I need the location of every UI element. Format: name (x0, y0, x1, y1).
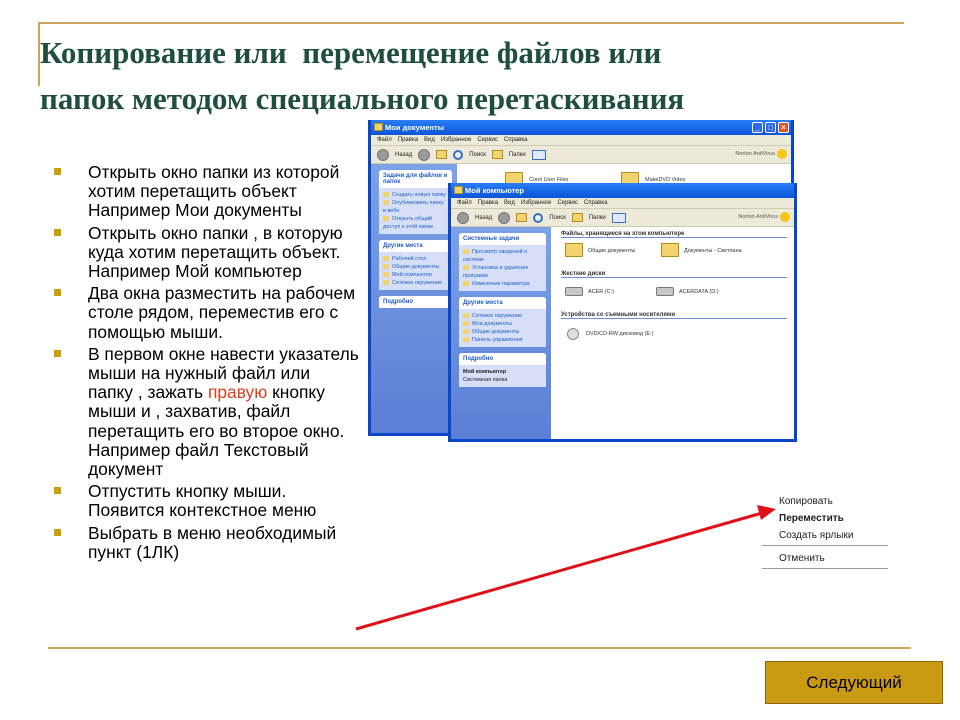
menu-file[interactable]: Файл (457, 200, 472, 206)
place-icon (383, 272, 389, 277)
menu-favorites[interactable]: Избранное (440, 137, 472, 143)
tasks-panel (379, 170, 452, 234)
task-icon (383, 216, 389, 221)
section-header: Файлы, хранящиеся на этом компьютере (561, 231, 787, 238)
back-label[interactable]: Назад (395, 151, 413, 158)
folders-icon[interactable] (492, 150, 503, 159)
place-icon (463, 329, 469, 334)
instruction-text-post: кнопку мыши и , захватив, файл перетащить его во второе окно. Например файл Текстовый документ (88, 382, 345, 480)
back-label[interactable]: Назад (475, 214, 493, 221)
menu-item-create-shortcut[interactable]: Создать ярлыки (779, 530, 854, 541)
slide-title-line-2: папок методом специального перетаскивания (40, 81, 685, 116)
place-link[interactable]: Мои документы (463, 320, 542, 328)
section-header: Жесткие диски (561, 271, 787, 278)
folder-icon (374, 123, 383, 131)
details-name: Мой компьютер (463, 369, 507, 375)
forward-arrow-icon[interactable] (498, 212, 510, 224)
slide-title-line-1: Копирование или перемещение файлов или (40, 35, 662, 70)
place-icon (463, 313, 469, 318)
place-link[interactable]: Рабочий стол (383, 255, 448, 263)
menu-item-move[interactable]: Переместить (779, 513, 844, 524)
instruction-text: Выбрать в меню необходимый пункт (1ЛК) (88, 522, 337, 562)
folder-up-icon[interactable] (436, 150, 447, 159)
task-link[interactable]: Установка и удаление программ (463, 265, 529, 279)
panel-title[interactable]: Подробно (459, 353, 546, 365)
folder-up-icon[interactable] (516, 213, 527, 222)
window-title: Мой компьютер (465, 186, 524, 195)
search-label[interactable]: Поиск (549, 214, 566, 221)
instruction-text: Отпустить кнопку мыши. Появится контекстное меню (88, 481, 317, 521)
folder-label: Документы - Светлана (684, 248, 742, 254)
task-link[interactable]: Изменение параметра (463, 280, 542, 288)
my-computer-window[interactable] (448, 183, 797, 442)
menu-item-copy[interactable]: Копировать (779, 496, 833, 507)
toolbar (451, 209, 794, 227)
section-header: Устройства со съемными носителями (561, 312, 787, 319)
menu-tools[interactable]: Сервис (477, 137, 498, 143)
next-button[interactable]: Следующий (765, 661, 943, 704)
instruction-text: Открыть окно папки из которой хотим перетащить объект Например Мои документы (88, 162, 340, 221)
hard-drive-icon[interactable] (656, 287, 674, 296)
system-tasks-panel (459, 233, 546, 291)
norton-label[interactable]: Norton AntiVirus (735, 151, 775, 157)
task-link[interactable]: Создать новую папку (383, 191, 448, 199)
task-icon (463, 281, 469, 286)
details-panel (379, 296, 452, 308)
task-icon (463, 265, 469, 270)
panel-title[interactable]: Другие места (379, 240, 452, 252)
slide-title (40, 30, 910, 122)
forward-arrow-icon[interactable] (418, 149, 430, 161)
context-menu (762, 493, 888, 573)
hard-drive-icon[interactable] (565, 287, 583, 296)
panel-title[interactable]: Подробно (379, 296, 452, 308)
instruction-text-pre: В первом окне навести указатель мыши на нужный файл или папку , зажать (88, 343, 359, 403)
panel-title[interactable]: Задачи для файлов и папок (379, 170, 452, 188)
menu-edit[interactable]: Правка (477, 200, 499, 206)
place-link[interactable]: Сетевое окружение (463, 312, 542, 320)
bullet-icon (54, 229, 61, 236)
place-link[interactable]: Общие документы (463, 328, 542, 336)
place-link[interactable]: Общие документы (383, 263, 448, 271)
minimize-button[interactable]: _ (752, 122, 763, 133)
bullet-icon (54, 487, 61, 494)
view-icon[interactable] (612, 213, 626, 223)
menu-view[interactable]: Вид (424, 137, 435, 143)
place-link[interactable]: Панель управления (463, 336, 542, 344)
my-computer-titlebar[interactable] (451, 183, 794, 198)
task-sidebar (451, 227, 551, 439)
view-icon[interactable] (532, 150, 546, 160)
places-panel (459, 297, 546, 347)
folders-label[interactable]: Папки (588, 214, 606, 221)
cd-drive-icon[interactable] (567, 328, 579, 340)
task-link[interactable]: Просмотр сведений о системе (463, 249, 528, 263)
arrow-line (356, 513, 762, 629)
details-desc: Системная папка (463, 377, 508, 383)
folder-icon[interactable] (565, 243, 583, 257)
bullet-icon (54, 289, 61, 296)
bullet-icon (54, 529, 61, 536)
menu-favorites[interactable]: Избранное (520, 200, 552, 206)
title-frame-top (38, 22, 904, 24)
panel-title[interactable]: Системные задачи (459, 233, 546, 245)
menu-separator (762, 568, 888, 569)
search-label[interactable]: Поиск (469, 151, 486, 158)
task-icon (463, 249, 469, 254)
folders-icon[interactable] (572, 213, 583, 222)
norton-icon[interactable] (780, 212, 790, 222)
folder-label: MakeDVD Video (645, 177, 686, 183)
back-arrow-icon[interactable] (377, 149, 389, 161)
menu-help[interactable]: Справка (503, 137, 528, 143)
bottom-rule (48, 647, 911, 649)
place-icon (463, 337, 469, 342)
back-arrow-icon[interactable] (457, 212, 469, 224)
window-title: Мои документы (385, 123, 445, 132)
folder-label: Общие документы (588, 248, 636, 254)
bullet-icon (54, 350, 61, 357)
place-link[interactable]: Мой компьютер (383, 271, 448, 279)
instruction-text: Два окна разместить на рабочем столе рядом, переместив его с помощью мыши. (88, 283, 356, 342)
instruction-text: Открыть окно папки , в которую куда хотим перетащить объект. Например Мой компьютер (88, 222, 343, 282)
drive-label: ACERDATA (D:) (679, 289, 719, 295)
place-icon (383, 256, 389, 261)
folder-label: Corel User Files (529, 177, 569, 183)
place-icon (383, 264, 389, 269)
details-panel (459, 353, 546, 387)
folder-icon[interactable] (661, 243, 679, 257)
task-sidebar (371, 164, 457, 433)
menu-bar (451, 198, 794, 209)
instruction-item (54, 345, 359, 479)
menu-edit[interactable]: Правка (397, 137, 419, 143)
instruction-list (54, 163, 359, 565)
toolbar (371, 146, 791, 164)
close-button[interactable]: × (778, 122, 789, 133)
menu-file[interactable]: Файл (377, 137, 392, 143)
menu-item-cancel[interactable]: Отменить (779, 553, 825, 564)
menu-separator (762, 545, 888, 546)
instruction-item (54, 482, 359, 520)
norton-label[interactable]: Norton AntiVirus (738, 214, 778, 220)
folders-label[interactable]: Папки (508, 151, 526, 158)
instruction-highlight: правую (207, 382, 268, 403)
menu-view[interactable]: Вид (504, 200, 515, 206)
menu-help[interactable]: Справка (583, 200, 608, 206)
place-icon (383, 280, 389, 285)
computer-icon (454, 186, 463, 194)
menu-bar (371, 135, 791, 146)
task-link[interactable]: Открыть общий доступ к этой папке (383, 216, 434, 230)
instruction-item (54, 284, 359, 342)
maximize-button[interactable]: □ (765, 122, 776, 133)
instruction-item (54, 524, 359, 562)
task-icon (383, 200, 389, 205)
instruction-item (54, 224, 359, 282)
task-icon (383, 192, 389, 197)
place-icon (463, 321, 469, 326)
instruction-item (54, 163, 359, 221)
task-link[interactable]: Опубликовать папку в вебе (383, 200, 444, 214)
menu-tools[interactable]: Сервис (557, 200, 578, 206)
my-documents-titlebar[interactable] (371, 120, 791, 135)
bullet-icon (54, 168, 61, 175)
drive-label: ACER (C:) (588, 289, 614, 295)
search-icon[interactable] (533, 213, 543, 223)
search-icon[interactable] (453, 150, 463, 160)
places-panel (379, 240, 452, 290)
drive-label: DVD/CD-RW дисковод (E:) (586, 331, 654, 337)
norton-icon[interactable] (777, 149, 787, 159)
panel-title[interactable]: Другие места (459, 297, 546, 309)
place-link[interactable]: Сетевое окружение (383, 279, 448, 287)
